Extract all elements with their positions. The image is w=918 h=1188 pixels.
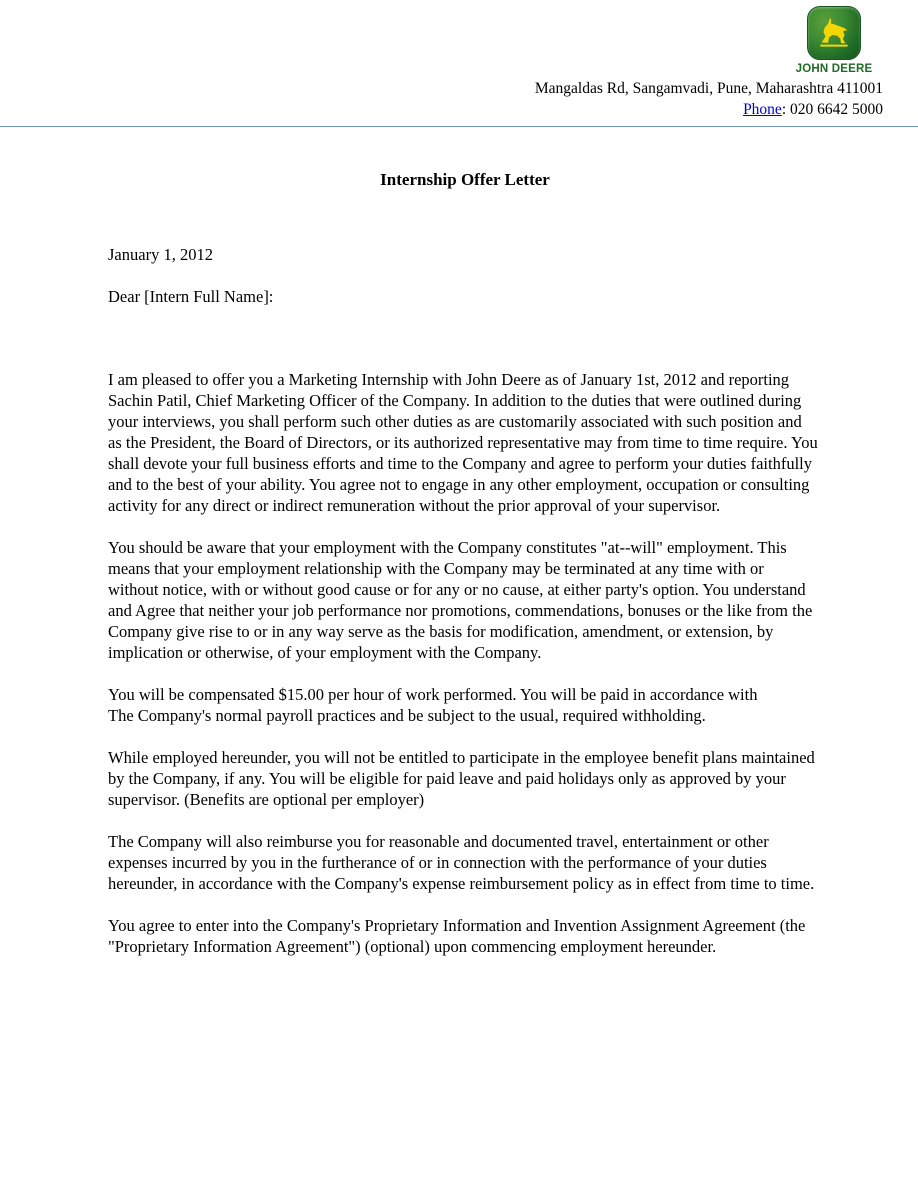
compensation-line-1: You will be compensated $15.00 per hour of work performed. You will be paid in accordance with: [108, 685, 758, 704]
letter-salutation: Dear [Intern Full Name]:: [108, 287, 274, 306]
phone-separator: :: [781, 101, 790, 118]
paragraph-offer: I am pleased to offer you a Marketing Internship with John Deere as of January 1st, 2012 and reporting Sachin Patil, Chief Marketing Officer of the Company. In addition to the duties that were outlined during your interviews, you shall perform such other duties as are customarily associated with such position and as the President, the Board of Directors, or its authorized representative may from time to time require. You shall devote your full business efforts and time to the Company and agree to perform your duties faithfully and to the best of your ability. You agree not to engage in any other employment, occupation or consulting activity for any direct or indirect remuneration without the prior approval of your supervisor.: [108, 370, 818, 515]
paragraph-compensation: [108, 684, 818, 726]
salutation-spacer: [108, 307, 818, 369]
company-address-block: [535, 78, 883, 120]
paragraph-proprietary-information: You agree to enter into the Company's Proprietary Information and Invention Assignment Agreement (the "Proprietary Information Agreement") (optional) upon commencing employment hereunder.: [108, 916, 806, 956]
compensation-line-2: The Company's normal payroll practices and be subject to the usual, required withholding.: [108, 706, 706, 725]
wordmark-john: JOHN: [795, 63, 829, 75]
paragraph-benefits: While employed hereunder, you will not be entitled to participate in the employee benefit plans maintained by the Company, if any. You will be eligible for paid leave and paid holidays only as approved by your supervisor. (Benefits are optional per employer): [108, 748, 815, 809]
phone-link[interactable]: Phone: [743, 101, 782, 118]
phone-number: 020 6642 5000: [790, 101, 883, 118]
letter-content: [0, 244, 918, 957]
phone-line: [535, 99, 883, 120]
john-deere-wordmark: [785, 63, 883, 75]
letter-date: January 1, 2012: [108, 245, 213, 264]
header-divider: [0, 126, 918, 127]
company-logo: [785, 6, 883, 75]
paragraph-reimbursement: The Company will also reimburse you for reasonable and documented travel, entertainment or other expenses incurred by you in the furtherance of or in connection with the performance of your duties hereunder, in accordance with the Company's expense reimbursement policy as in effect from time to time.: [108, 832, 815, 893]
john-deere-leaping-deer-icon: [807, 6, 861, 60]
paragraph-at-will: You should be aware that your employment with the Company constitutes "at--will" employment. This means that your employment relationship with the Company may be terminated at any time with or without notice, with or without good cause or for any or no cause, at either party's option. You understand and Agree that neither your job performance nor promotions, commendations, bonuses or the like from the Company give rise to or in any way serve as the basis for modification, amendment, or extension, by implication or otherwise, of your employment with the Company.: [108, 538, 813, 662]
page-title: Internship Offer Letter: [380, 170, 550, 189]
address-line: Mangaldas Rd, Sangamvadi, Pune, Maharashtra 411001: [534, 80, 883, 97]
letter-body: [0, 140, 918, 978]
wordmark-deere: DEERE: [831, 63, 873, 75]
